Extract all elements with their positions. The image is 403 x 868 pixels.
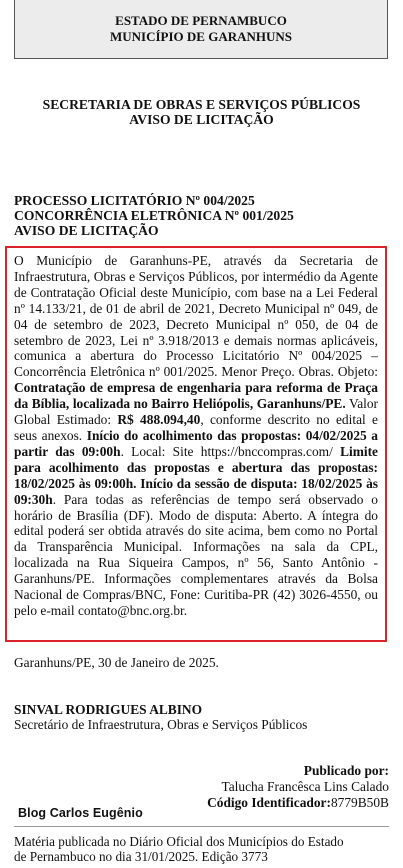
footer-divider <box>14 826 389 827</box>
signature-block <box>14 702 307 732</box>
notice-value: R$ 488.094,40 <box>117 412 201 428</box>
notice-object: Contratação de empresa de engenharia para reforma de Praça da Bíblia, localizada no Bairro Heliópolis, Garanhuns/PE. <box>14 380 378 412</box>
notice-body <box>5 246 387 642</box>
secretariat-title <box>0 97 403 127</box>
footer-line-1: Matéria publicada no Diário Oficial dos Municípios do Estado <box>14 834 344 849</box>
identifier-label: Código Identificador: <box>207 795 331 810</box>
publication-block <box>207 763 389 811</box>
process-number: PROCESSO LICITATÓRIO Nº 004/2025 <box>14 193 255 208</box>
municipality-name: MUNICÍPIO DE GARANHUNS <box>109 29 292 44</box>
blog-watermark: Blog Carlos Eugênio <box>18 806 143 820</box>
publisher-name: Talucha Francêsca Lins Calado <box>221 779 389 794</box>
state-name: ESTADO DE PERNAMBUCO <box>115 13 287 28</box>
date-line: Garanhuns/PE, 30 de Janeiro de 2025. <box>14 655 219 670</box>
notice-text-4: . Local: Site https://bnccompras.com/ <box>120 443 341 459</box>
identifier-value: 8779B50B <box>330 795 389 810</box>
process-heading <box>14 193 394 238</box>
notice-text-5: . Para todas as referências de tempo será observado o horário de Brasília (DF). Modo de disputa: Aberto. A íntegra do edital poderá ser obtida através do site acima, bem como no Portal da Transparência Municipal. Informações na sala da CPL, localizada na Rua Siqueira Campos, nº 56, Santo Antônio - Garanhuns/PE. Informações complementares através da Bolsa Nacional de Compras/BNC, Fone: Curitiba-PR (42) 3026-4550, ou pelo e-mail contato@bnc.org.br. <box>14 491 378 618</box>
notice-heading: AVISO DE LICITAÇÃO <box>129 112 274 127</box>
notice-proposal-start: Início do acolhimento das propostas: 04/02/2025 a partir das 09:00h <box>14 427 378 459</box>
signatory-name: SINVAL RODRIGUES ALBINO <box>14 702 203 717</box>
document-header <box>14 0 388 59</box>
secretariat-name: SECRETARIA DE OBRAS E SERVIÇOS PÚBLICOS <box>42 97 361 112</box>
notice-text-2: Valor Global Estimado: <box>14 396 379 428</box>
notice-text-3: , conforme descrito no edital e seus anexos. <box>14 412 378 443</box>
published-by-label: Publicado por: <box>303 763 389 778</box>
identifier-line <box>207 795 389 811</box>
signatory-role: Secretário de Infraestrutura, Obras e Serviços Públicos <box>14 717 308 732</box>
publication-footer <box>14 834 394 864</box>
notice-deadlines: Limite para acolhimento das propostas e abertura das propostas: 18/02/2025 às 09:00h. Início da sessão de disputa: 18/02/2025 às 09:30h <box>14 443 378 507</box>
competition-number: CONCORRÊNCIA ELETRÔNICA Nº 001/2025 <box>14 208 294 223</box>
footer-line-2: de Pernambuco no dia 31/01/2025. Edição 3773 <box>14 849 268 864</box>
process-notice-label: AVISO DE LICITAÇÃO <box>14 223 159 238</box>
notice-text-1: O Município de Garanhuns-PE, através da Secretaria de Infraestrutura, Obras e Serviços Públicos, por intermédio da Agente de Contratação Oficial deste Município, com base na a Lei Federal nº 14.133/21, de 01 de abril de 2021, Decreto Municipal nº 049, de 04 de setembro de 2023, Decreto Municipal nº 050, de 04 de setembro de 2023, Lei nº 3.918/2013 e demais normas aplicáveis, comunica a abertura do Processo Licitatório Nº 004/2025 – Concorrência Eletrônica nº 001/2025. Menor Preço. Obras. Objeto: <box>14 253 378 380</box>
